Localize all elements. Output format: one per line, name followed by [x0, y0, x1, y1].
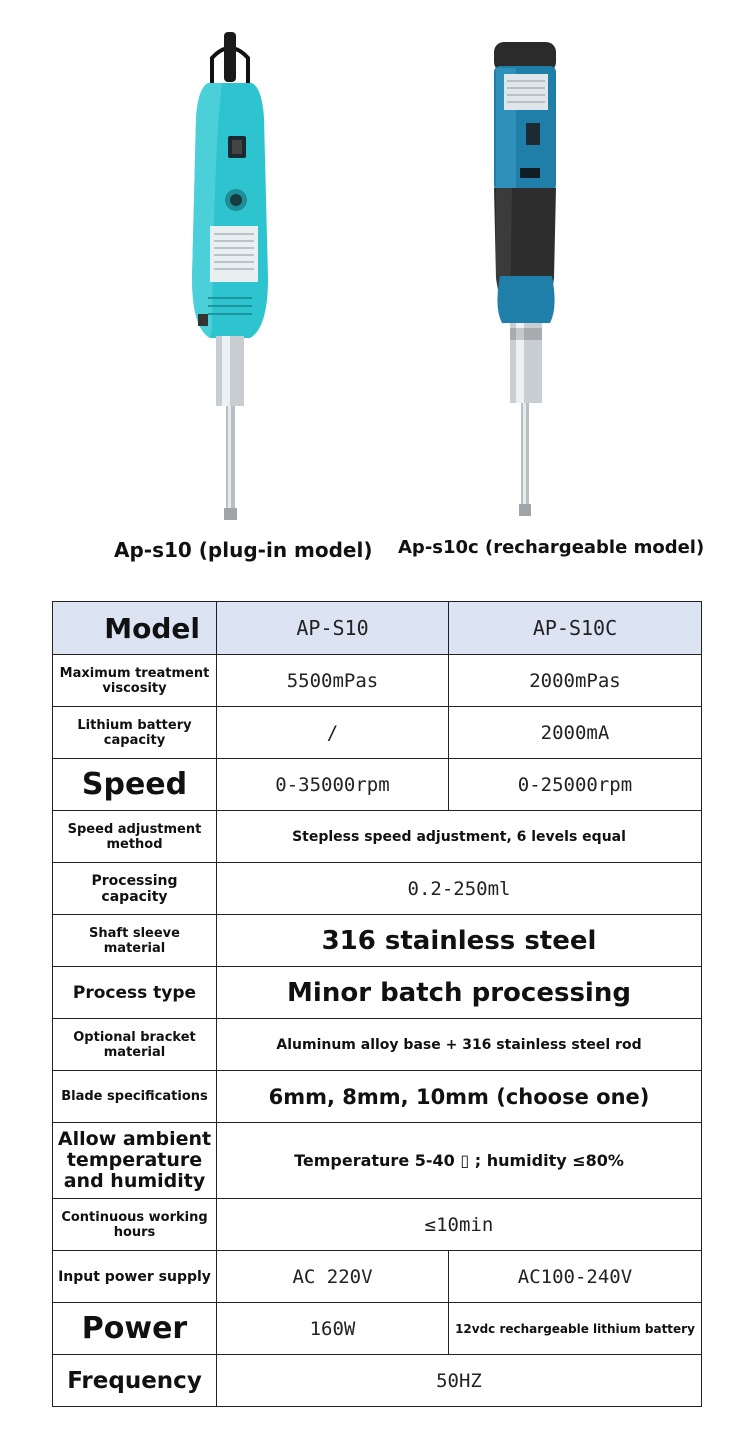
working-hours-value: ≤10min — [217, 1199, 702, 1251]
power-ap-s10: 160W — [217, 1303, 449, 1355]
viscosity-ap-s10: 5500mPas — [217, 655, 449, 707]
row-label-battery: Lithium battery capacity — [53, 707, 217, 759]
table-row — [53, 759, 702, 811]
power-supply-ap-s10c: AC100-240V — [449, 1251, 702, 1303]
row-label-processing-capacity: Processing capacity — [53, 863, 217, 915]
row-label-frequency: Frequency — [53, 1355, 217, 1407]
power-ap-s10c: 12vdc rechargeable lithium battery — [449, 1303, 702, 1355]
frequency-value: 50HZ — [217, 1355, 702, 1407]
row-label-ambient: Allow ambient temperature and humidity — [53, 1123, 217, 1199]
product-images — [0, 0, 750, 590]
table-row — [53, 655, 702, 707]
row-label-viscosity: Maximum treatment viscosity — [53, 655, 217, 707]
speed-ap-s10c: 0-25000rpm — [449, 759, 702, 811]
blade-value: 6mm, 8mm, 10mm (choose one) — [217, 1071, 702, 1123]
header-ap-s10c: AP-S10C — [449, 602, 702, 655]
processing-capacity-value: 0.2-250ml — [217, 863, 702, 915]
table-row — [53, 1071, 702, 1123]
table-row — [53, 1123, 702, 1199]
speed-adjustment-value: Stepless speed adjustment, 6 levels equal — [217, 811, 702, 863]
table-row — [53, 811, 702, 863]
table-row — [53, 1251, 702, 1303]
speed-ap-s10: 0-35000rpm — [217, 759, 449, 811]
process-type-value: Minor batch processing — [217, 967, 702, 1019]
power-supply-ap-s10: AC 220V — [217, 1251, 449, 1303]
caption-rechargeable-model: Ap-s10c (rechargeable model) — [398, 537, 705, 558]
table-row — [53, 1199, 702, 1251]
header-ap-s10: AP-S10 — [217, 602, 449, 655]
cordless-homogenizer-image — [460, 38, 590, 523]
ambient-value: Temperature 5-40 ▯ ; humidity ≤80% — [217, 1123, 702, 1199]
row-label-working-hours: Continuous working hours — [53, 1199, 217, 1251]
row-label-blade: Blade specifications — [53, 1071, 217, 1123]
row-label-speed-adjustment: Speed adjustment method — [53, 811, 217, 863]
table-row — [53, 967, 702, 1019]
corded-homogenizer-image — [150, 28, 310, 528]
caption-plug-in-model: Ap-s10 (plug-in model) — [114, 538, 373, 562]
table-row — [53, 915, 702, 967]
table-row — [53, 707, 702, 759]
bracket-value: Aluminum alloy base + 316 stainless steel rod — [217, 1019, 702, 1071]
table-row — [53, 1303, 702, 1355]
row-label-speed: Speed — [53, 759, 217, 811]
table-row — [53, 1019, 702, 1071]
shaft-sleeve-value: 316 stainless steel — [217, 915, 702, 967]
row-label-bracket: Optional bracket material — [53, 1019, 217, 1071]
spec-table — [52, 601, 702, 1407]
table-row — [53, 1355, 702, 1407]
table-header-row — [53, 602, 702, 655]
header-model-label: Model — [53, 602, 217, 655]
battery-ap-s10: / — [217, 707, 449, 759]
row-label-process-type: Process type — [53, 967, 217, 1019]
viscosity-ap-s10c: 2000mPas — [449, 655, 702, 707]
row-label-power-supply: Input power supply — [53, 1251, 217, 1303]
battery-ap-s10c: 2000mA — [449, 707, 702, 759]
table-row — [53, 863, 702, 915]
row-label-power: Power — [53, 1303, 217, 1355]
row-label-shaft-sleeve: Shaft sleeve material — [53, 915, 217, 967]
